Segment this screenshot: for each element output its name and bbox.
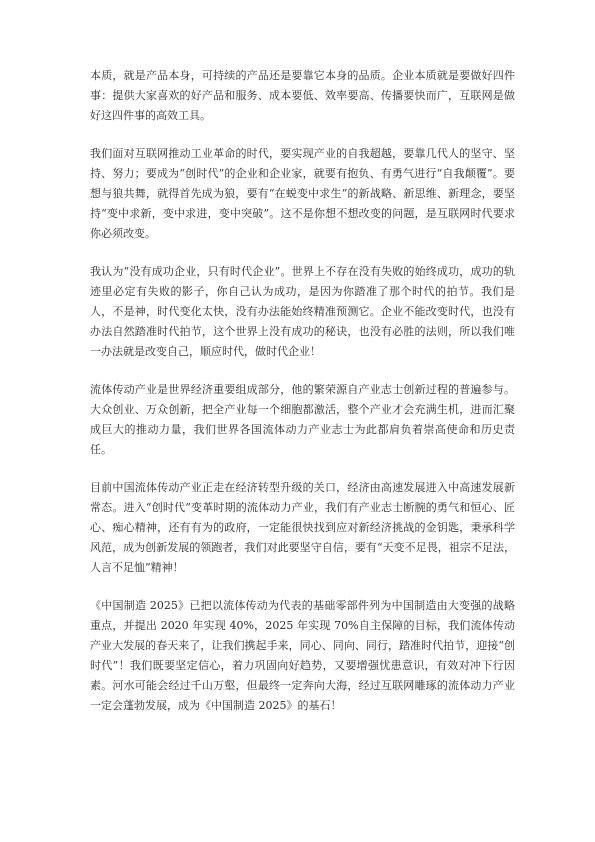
article-body [90, 66, 515, 734]
paragraph-era-enterprise: 我认为“没有成功企业，只有时代企业”。世界上不存在没有失败的始终成功，成功的轨迹里必定有失败的影子，你自己认为成功，是因为你踏准了那个时代的拍节。我们是人，不是神，时代变化太快，没有办法能始终精准预测它。企业不能改变时代，也没有办法自然踏准时代拍节，这个世界上没有成功的秘诀，也没有必胜的法则，所以我们唯一办法就是改变自己，顺应时代，做时代企业！ [90, 265, 515, 358]
paragraph-made-in-china-2025: 《中国制造 2025》已把以流体传动为代表的基础零部件列为中国制造由大变强的战略重点，并提出 2020 年实现 40%，2025 年实现 70%自主保障的目标，我们流体传动产业大发展的春天来了，让我们携起手来，同心、同向、同行，踏准时代拍节，迎接“创时代”！我们既要坚定信心，着力巩固向好趋势，又要增强忧患意识，有效对冲下行因素。河水可能会经过千山万壑，但最终一定奔向大海，经过互联网雕琢的流体动力产业一定会蓬勃发展，成为《中国制造 2025》的基石！ [90, 599, 515, 712]
paragraph-fluid-power-industry: 流体传动产业是世界经济重要组成部分，他的繁荣源自产业志士创新过程的普遍参与。大众创业、万众创新，把全产业每一个细胞都激活，整个产业才会充满生机，进而汇聚成巨大的推动力量，我们世界各国流体动力产业志士为此都肩负着崇高使命和历史责任。 [90, 383, 515, 456]
paragraph-internet-era: 我们面对互联网推动工业革命的时代，要实现产业的自我超越，要靠几代人的坚守、坚持、努力；要成为“创时代”的企业和企业家，就要有抱负、有勇气进行“自我颠覆”。要想与狼共舞，就得首先成为狼，要有“在蜕变中求生”的新战略、新思维、新理念，要坚持“变中求新，变中求进，变中突破”。这不是你想不想改变的问题，是互联网时代要求你必须改变。 [90, 147, 515, 240]
paragraph-essence: 本质，就是产品本身，可持续的产品还是要靠它本身的品质。企业本质就是要做好四件事：提供大家喜欢的好产品和服务、成本要低、效率要高、传播要快而广，互联网是做好这四件事的高效工具。 [90, 69, 515, 122]
paragraph-economic-transition: 目前中国流体传动产业正走在经济转型升级的关口，经济由高速发展进入中高速发展新常态。进入“创时代”变革时期的流体动力产业，我们有产业志士断腕的勇气和恒心、匠心、痴心精神，还有有为的政府，一定能很快找到应对新经济挑战的金钥匙，秉承科学风范，成为创新发展的领跑者，我们对此要坚守自信，要有“天变不足畏，祖宗不足法，人言不足恤”精神！ [90, 481, 515, 574]
